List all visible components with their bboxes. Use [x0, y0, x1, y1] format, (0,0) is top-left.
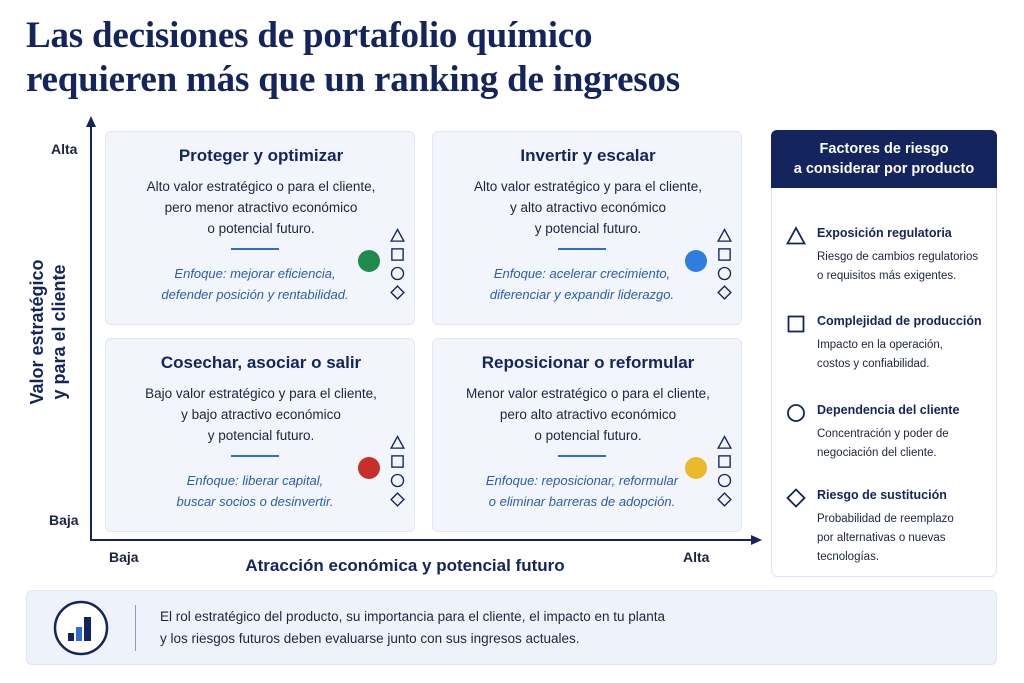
quadrant-description-line: y potencial futuro.	[534, 221, 642, 236]
quadrant-description-line: Alto valor estratégico y para el cliente,	[473, 179, 703, 194]
triangle-icon	[390, 228, 405, 243]
quadrant-divider	[558, 455, 606, 457]
risk-item-description-line: costos y confiabilidad.	[817, 358, 930, 370]
risk-item-description	[817, 510, 954, 567]
note-text	[160, 606, 665, 650]
y-axis-low-label: Baja	[49, 512, 79, 528]
quadrant-proteger-optimizar	[105, 131, 415, 325]
quadrant-description-line: Alto valor estratégico o para el cliente,	[146, 179, 376, 194]
quadrant-title: Cosechar, asociar o salir	[160, 353, 362, 372]
risk-item-description-line: Probabilidad de reemplazo	[817, 513, 954, 525]
title-line-2: requieren más que un ranking de ingresos	[26, 59, 681, 100]
quadrant-focus-line: Enfoque: mejorar eficiencia,	[174, 266, 336, 281]
quadrant-status-dot	[358, 457, 380, 479]
x-axis-high-label: Alta	[683, 549, 710, 565]
quadrant-focus	[443, 470, 721, 512]
triangle-icon	[786, 226, 806, 246]
quadrant-description-line: Menor valor estratégico o para el cliente,	[466, 386, 710, 401]
quadrant-reposicionar-reformular	[432, 338, 742, 532]
risk-factors-panel	[771, 130, 997, 577]
risk-shape-stack	[390, 435, 408, 511]
quadrant-focus-line: Enfoque: acelerar crecimiento,	[493, 266, 671, 281]
quadrant-description	[126, 176, 396, 239]
quadrant-description-line: Bajo valor estratégico y para el cliente,	[145, 386, 377, 401]
y-axis-label	[26, 222, 70, 442]
quadrant-status-dot	[358, 250, 380, 272]
risk-item-description-line: tecnologías.	[817, 551, 880, 563]
circle-icon	[390, 266, 405, 281]
circle-icon	[390, 473, 405, 488]
circle-icon	[717, 473, 732, 488]
diamond-icon	[717, 285, 732, 300]
y-axis-label-line-2: y para el cliente	[49, 264, 69, 400]
diamond-icon	[390, 285, 405, 300]
circle-icon	[717, 266, 732, 281]
diamond-icon	[786, 488, 806, 508]
quadrant-title: Invertir y escalar	[520, 146, 656, 165]
risk-item-description-line: o requisitos más exigentes.	[817, 270, 957, 282]
quadrant-description-line: pero alto atractivo económico	[499, 407, 677, 422]
quadrant-focus	[116, 263, 394, 305]
note-line-2: y los riesgos futuros deben evaluarse junto con sus ingresos actuales.	[160, 631, 580, 646]
risk-item-description-line: negociación del cliente.	[817, 447, 937, 459]
risk-shape-stack	[717, 228, 735, 304]
risk-item-description-line: por alternativas o nuevas	[817, 532, 946, 544]
note-line-1: El rol estratégico del producto, su importancia para el cliente, el impacto en tu planta	[160, 609, 666, 624]
square-icon	[390, 454, 405, 469]
bar-chart-icon	[53, 600, 109, 656]
quadrant-focus	[116, 470, 394, 512]
diamond-icon	[390, 492, 405, 507]
y-axis-high-label: Alta	[51, 141, 78, 157]
quadrant-invertir-escalar	[432, 131, 742, 325]
quadrant-divider	[231, 248, 279, 250]
quadrant-title: Reposicionar o reformular	[481, 353, 695, 372]
quadrant-description-line: o potencial futuro.	[534, 428, 642, 443]
risk-header-line-1: Factores de riesgo	[819, 141, 949, 157]
quadrant-description-line: pero menor atractivo económico	[164, 200, 358, 215]
diamond-icon	[717, 492, 732, 507]
x-axis-label: Atracción económica y potencial futuro	[245, 556, 565, 575]
y-axis-arrow	[86, 116, 96, 127]
risk-item-description	[817, 425, 949, 463]
quadrant-description-line: y alto atractivo económico	[509, 200, 667, 215]
quadrant-focus-line: diferenciar y expandir liderazgo.	[489, 287, 675, 302]
quadrant-focus-line: buscar socios o desinvertir.	[176, 494, 334, 509]
quadrant-focus	[443, 263, 721, 305]
circle-icon	[786, 403, 806, 423]
quadrant-status-dot	[685, 250, 707, 272]
risk-item-description-line: Concentración y poder de	[817, 428, 949, 440]
quadrant-description-line: o potencial futuro.	[207, 221, 315, 236]
risk-shape-stack	[717, 435, 735, 511]
quadrant-description-line: y potencial futuro.	[207, 428, 315, 443]
quadrant-divider	[231, 455, 279, 457]
quadrant-cosechar-asociar-salir	[105, 338, 415, 532]
quadrant-title: Proteger y optimizar	[178, 146, 344, 165]
quadrant-description	[126, 383, 396, 446]
quadrant-description-line: y bajo atractivo económico	[181, 407, 341, 422]
quadrant-focus-line: defender posición y rentabilidad.	[161, 287, 349, 302]
quadrant-focus-line: Enfoque: liberar capital,	[186, 473, 324, 488]
risk-item-title: Exposición regulatoria	[817, 226, 952, 240]
risk-panel-header	[771, 130, 997, 188]
risk-item-title: Dependencia del cliente	[817, 403, 960, 417]
quadrant-status-dot	[685, 457, 707, 479]
quadrant-description	[453, 176, 723, 239]
risk-item-description	[817, 248, 978, 286]
summary-note	[26, 590, 997, 665]
risk-item-description-line: Riesgo de cambios regulatorios	[817, 251, 979, 263]
risk-item-description	[817, 336, 943, 374]
risk-item-title: Complejidad de producción	[817, 314, 982, 328]
title-line-1: Las decisiones de portafolio químico	[26, 15, 593, 56]
square-icon	[390, 247, 405, 262]
risk-item-description-line: Impacto en la operación,	[817, 339, 943, 351]
note-divider	[135, 605, 136, 651]
quadrant-focus-line: o eliminar barreras de adopción.	[488, 494, 676, 509]
square-icon	[717, 454, 732, 469]
triangle-icon	[717, 435, 732, 450]
quadrant-focus-line: Enfoque: reposicionar, reformular	[485, 473, 679, 488]
y-axis-label-line-1: Valor estratégico	[27, 259, 47, 405]
risk-header-line-2: a considerar por producto	[793, 161, 975, 177]
quadrant-description	[453, 383, 723, 446]
x-axis-arrow	[751, 535, 762, 545]
quadrant-divider	[558, 248, 606, 250]
square-icon	[786, 314, 806, 334]
square-icon	[717, 247, 732, 262]
triangle-icon	[390, 435, 405, 450]
triangle-icon	[717, 228, 732, 243]
x-axis-low-label: Baja	[109, 549, 139, 565]
risk-shape-stack	[390, 228, 408, 304]
risk-item-title: Riesgo de sustitución	[817, 488, 947, 502]
